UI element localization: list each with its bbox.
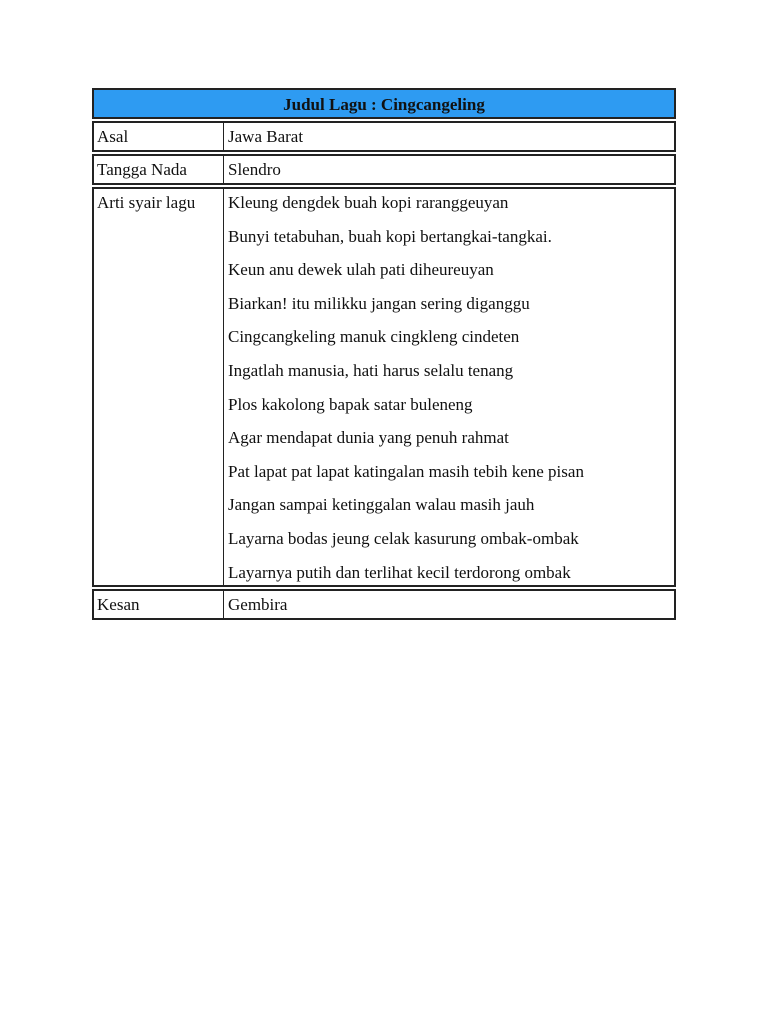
lyric-line: Ingatlah manusia, hati harus selalu tenang — [228, 360, 514, 380]
lyric-line: Kleung dengdek buah kopi raranggeuyan — [228, 193, 509, 212]
table-title: Judul Lagu : Cingcangeling — [92, 88, 676, 119]
lyric-line: Bunyi tetabuhan, buah kopi bertangkai-tangkai. — [228, 226, 552, 246]
row-label: Tangga Nada — [94, 156, 224, 183]
lyric-line: Plos kakolong bapak satar buleneng — [228, 394, 473, 414]
lyric-line: Jangan sampai ketinggalan walau masih jauh — [228, 495, 535, 515]
row-label: Arti syair lagu — [94, 189, 224, 585]
lyric-line: Pat lapat pat lapat katingalan masih tebih kene pisan — [228, 461, 584, 481]
lyric-line: Layarnya putih dan terlihat kecil terdorong ombak — [228, 562, 571, 582]
row-value: Slendro — [228, 160, 281, 179]
lyrics-cell — [224, 189, 674, 585]
table-row-tangga-nada — [92, 154, 676, 185]
song-info-table — [92, 88, 676, 620]
lyric-line: Agar mendapat dunia yang penuh rahmat — [228, 428, 509, 448]
table-row-arti-syair — [92, 187, 676, 587]
lyric-line: Cingcangkeling manuk cingkleng cindeten — [228, 327, 520, 347]
lyric-line: Keun anu dewek ulah pati diheureuyan — [228, 260, 494, 280]
table-row-kesan — [92, 589, 676, 620]
row-label: Asal — [94, 123, 224, 150]
row-label: Kesan — [94, 591, 224, 618]
lyric-line: Biarkan! itu milikku jangan sering diganggu — [228, 293, 530, 313]
row-value: Jawa Barat — [228, 127, 304, 146]
lyric-line: Layarna bodas jeung celak kasurung ombak-ombak — [228, 528, 579, 548]
row-value: Gembira — [228, 595, 288, 614]
table-row-asal — [92, 121, 676, 152]
